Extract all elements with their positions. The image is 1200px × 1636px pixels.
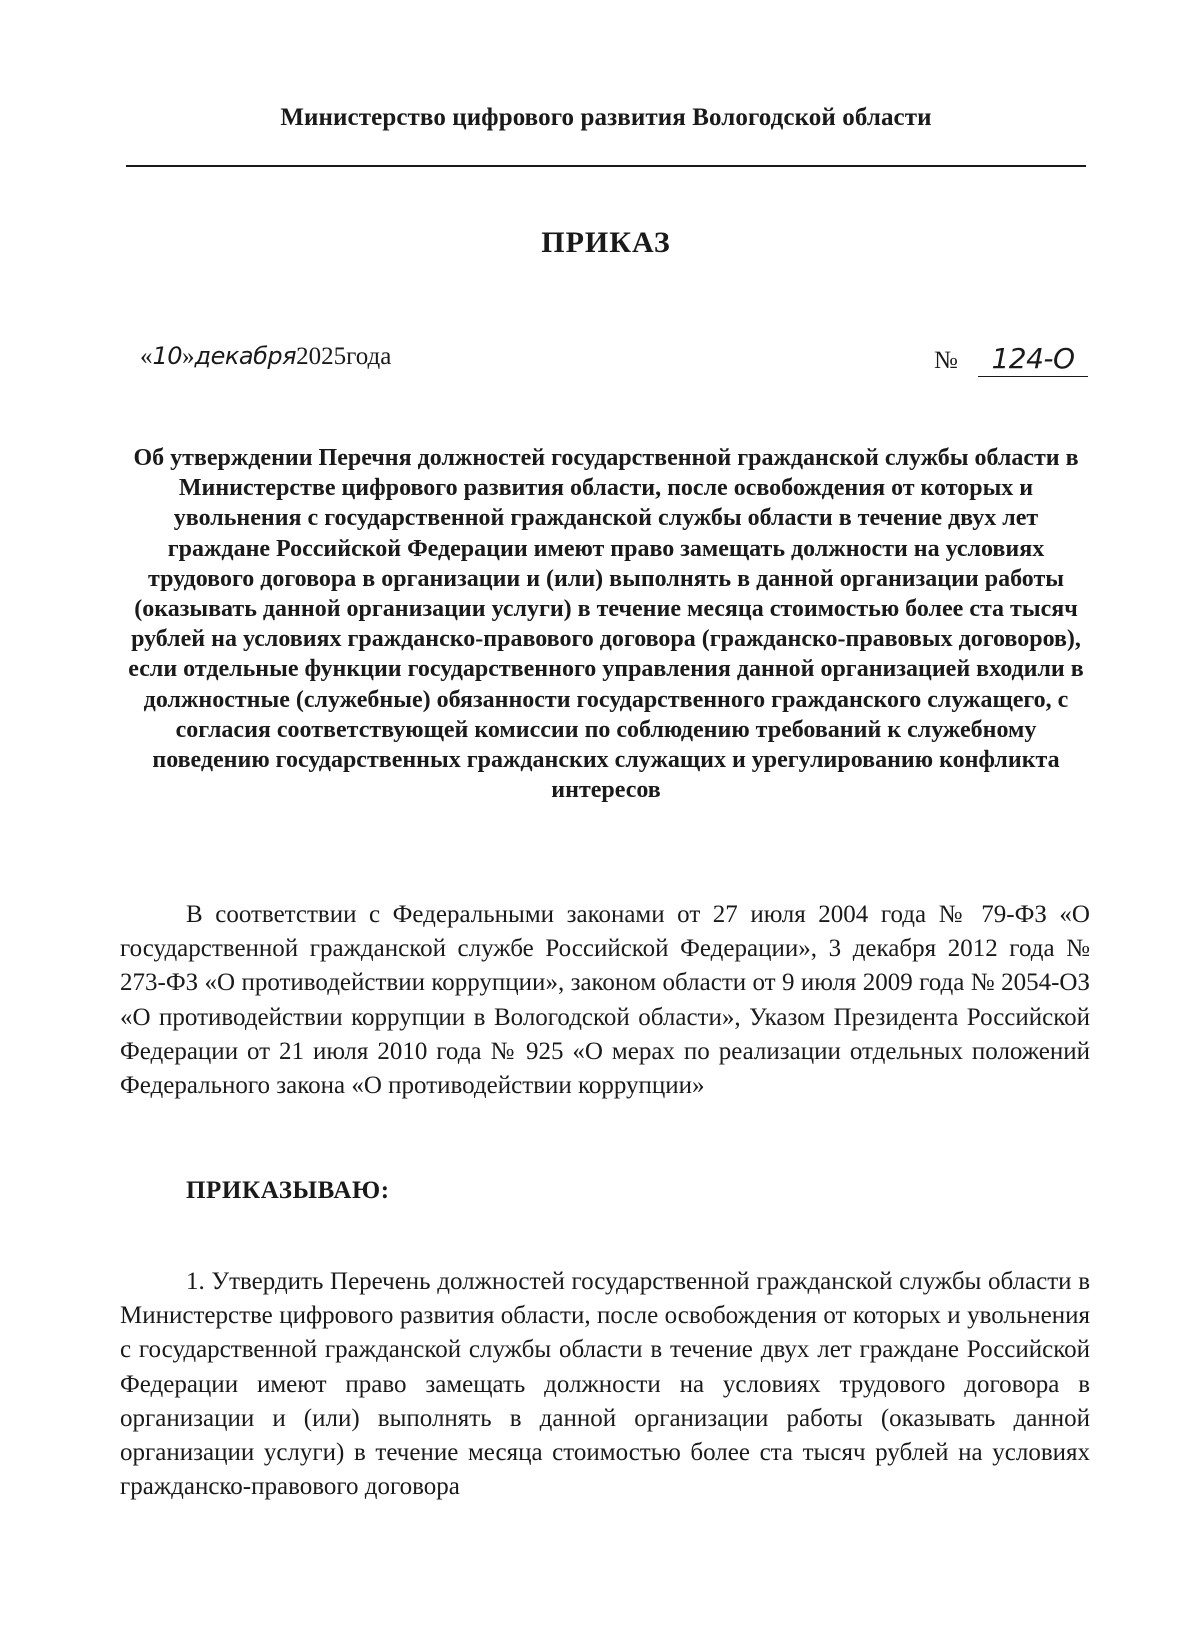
order-subject: Об утверждении Перечня должностей государственной гражданской службы области в Министерстве цифрового развития области, после освобождения от которых и увольнения с государственной гражданской службы области в течение двух лет граждане Российской Федерации имеют право замещать должности на условиях трудового договора в организации и (или) выполнять в данной организации работы (оказывать данной организации услуги) в течение месяца стоимостью более ста тысяч рублей на условиях гражданско-правового договора (гражданско-правовых договоров), если отдельные функции государственного управления данной организацией входили в должностные (служебные) обязанности государственного гражданского служащего, с согласия соответствующей комиссии по соблюдению требований к служебному поведению государственных гражданских служащих и урегулированию конфликта интересов (128, 445, 1084, 804)
date-close-quote: » (182, 343, 195, 370)
date-suffix: года (346, 343, 392, 370)
date-month: декабря (194, 342, 297, 370)
order-date (140, 342, 391, 371)
preamble-paragraph: В соответствии с Федеральными законами от 27 июля 2004 года № 79-ФЗ «О государственной гражданской службе Российской Федерации», 3 декабря 2012 года № 273-ФЗ «О противодействии коррупции», законом области от 9 июля 2009 года № 2054-ОЗ «О противодействии коррупции в Вологодской области», Указом Президента Российской Федерации от 21 июля 2010 года № 925 «О мерах по реализации отдельных положений Федерального закона «О противодействии коррупции» (120, 901, 1090, 1100)
ministry-header: Министерство цифрового развития Вологодской области (280, 104, 932, 131)
order-item-1: 1. Утвердить Перечень должностей государственной гражданской службы области в Министерстве цифрового развития области, после освобождения от которых и увольнения с государственной гражданской службы области в течение двух лет граждане Российской Федерации имеют право замещать должности на условиях трудового договора в организации и (или) выполнять в данной организации работы (оказывать данной организации услуги) в течение месяца стоимостью более ста тысяч рублей на условиях гражданско-правового договора (120, 1268, 1090, 1501)
document-title: ПРИКАЗ (541, 226, 671, 259)
order-directive: ПРИКАЗЫВАЮ: (186, 1177, 390, 1204)
header-rule (126, 165, 1086, 167)
number-label: № (934, 347, 958, 374)
date-open-quote: « (140, 343, 153, 370)
number-value: 124-О (978, 342, 1088, 377)
date-day: 10 (152, 342, 183, 370)
order-number (934, 342, 1090, 377)
date-year: 2025 (296, 343, 347, 370)
